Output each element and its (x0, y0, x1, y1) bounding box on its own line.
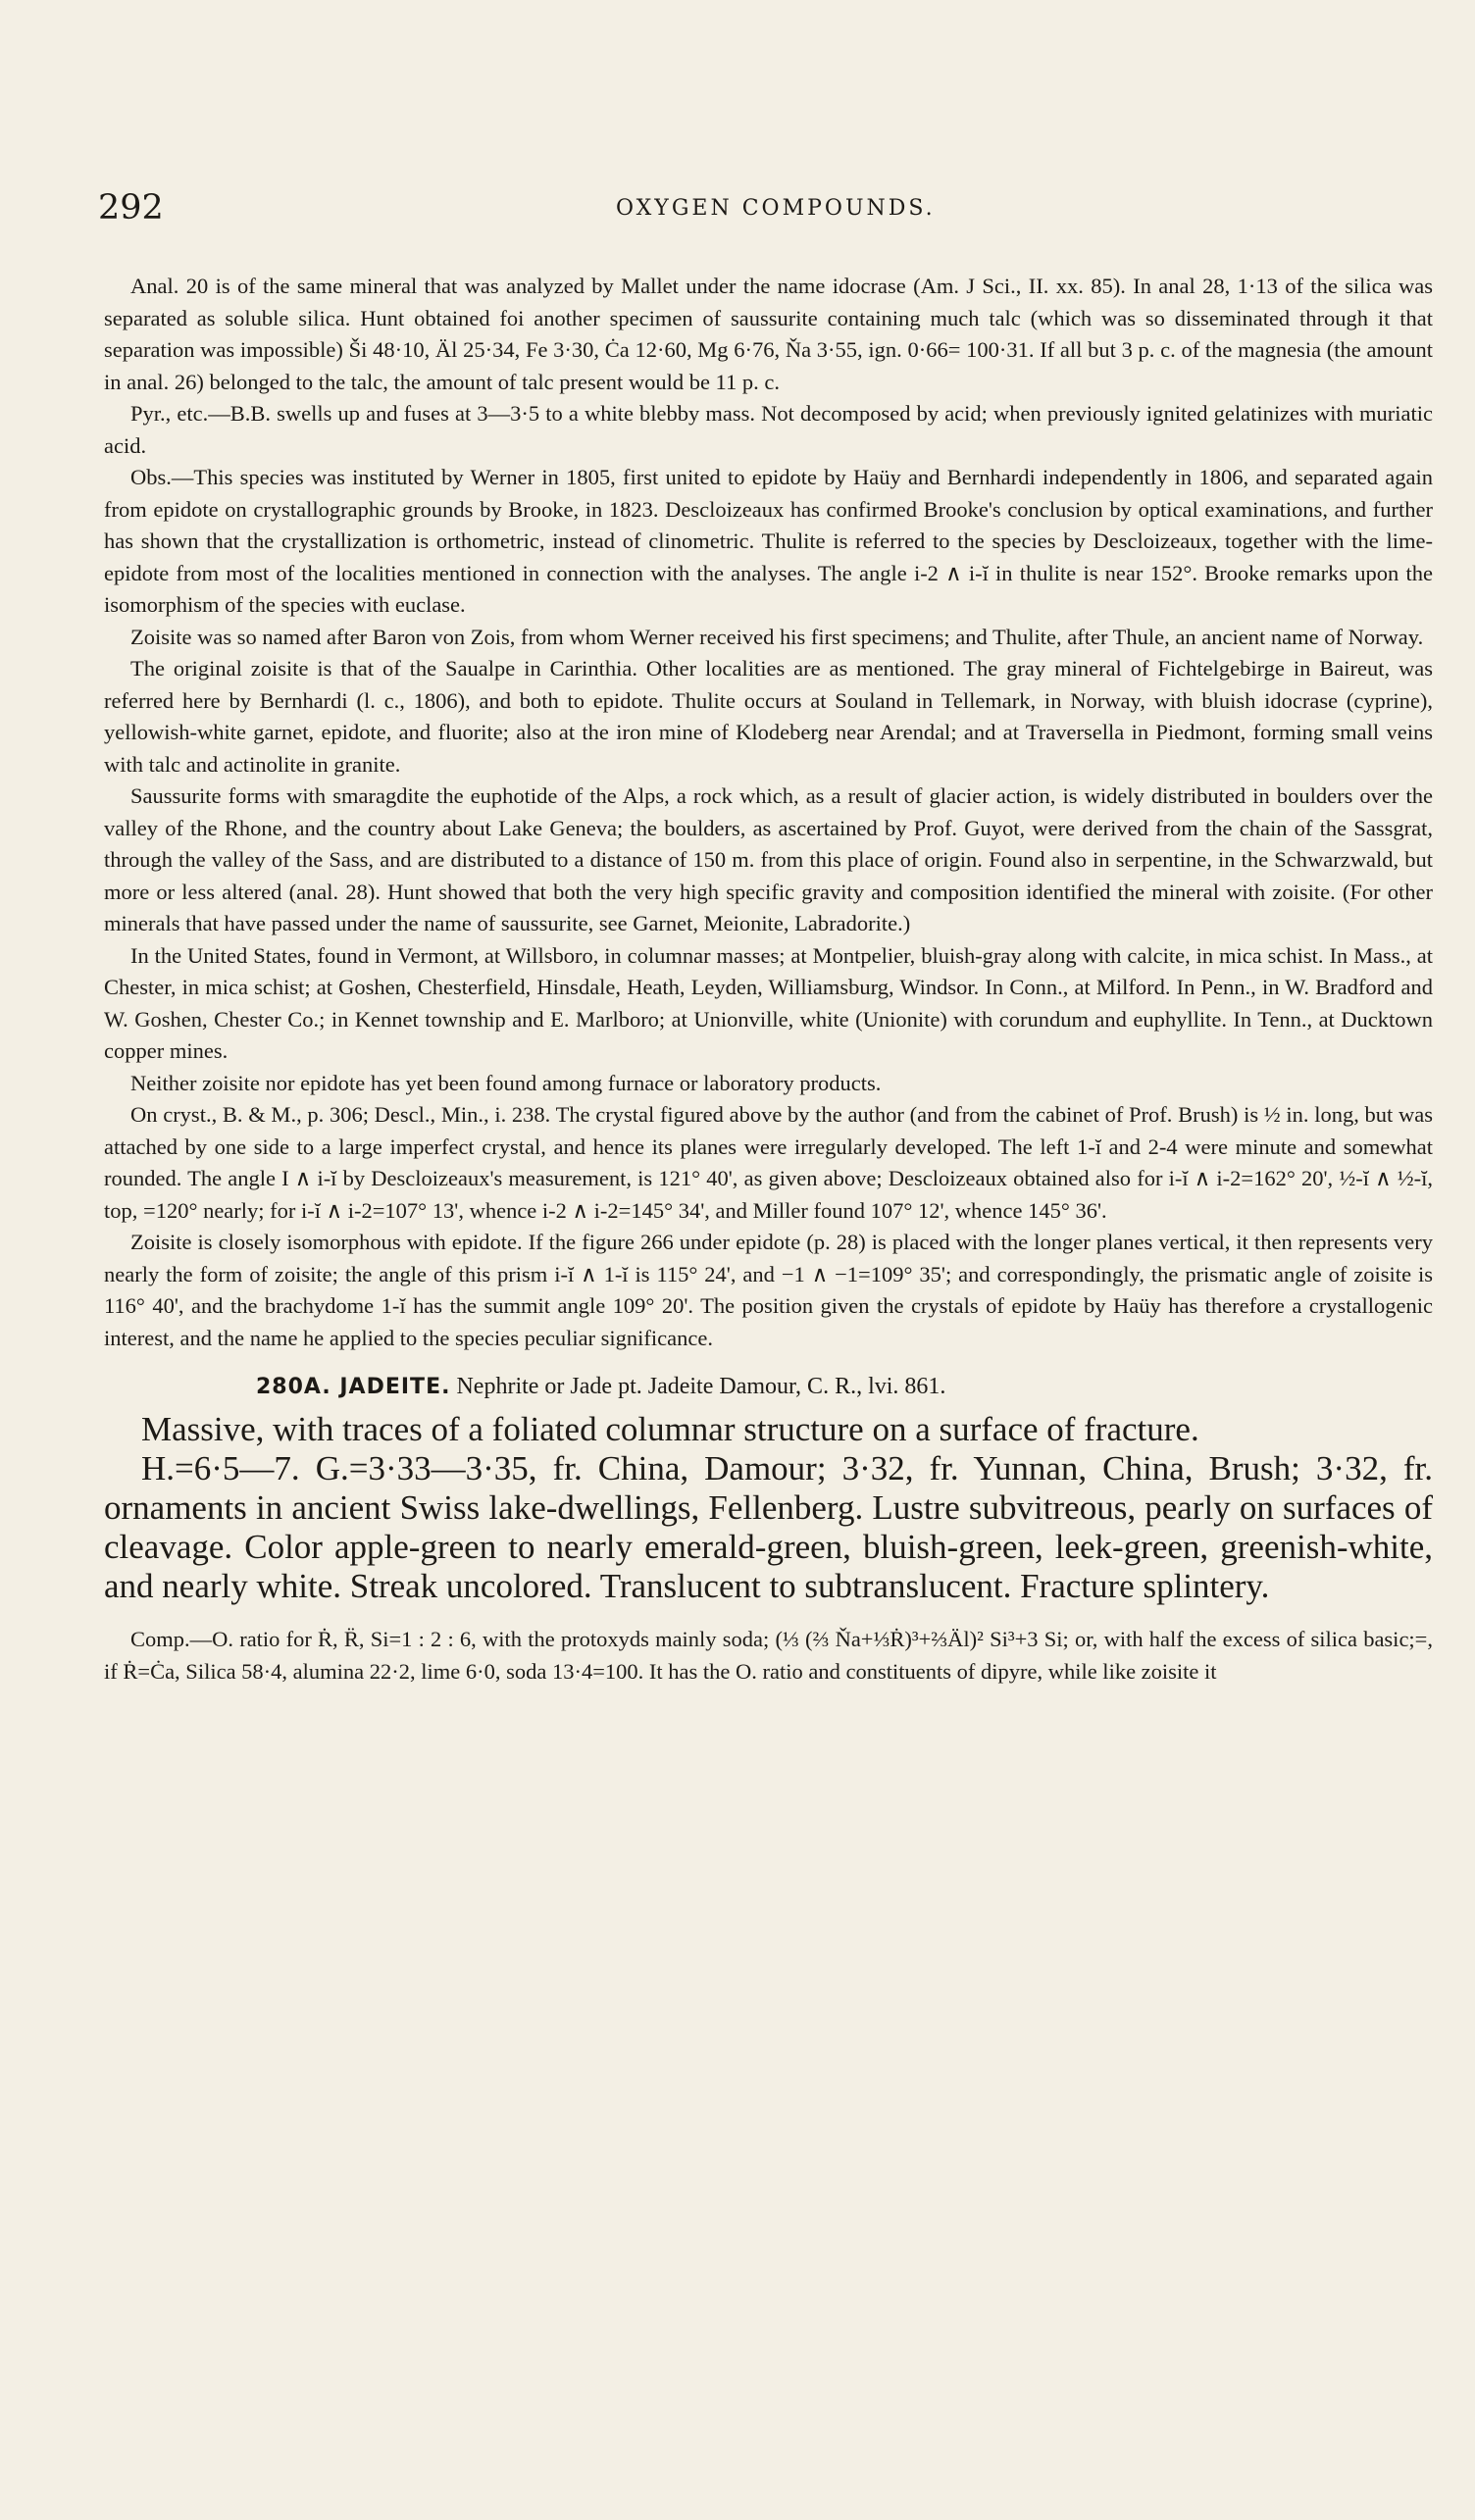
section-subtitle: Nephrite or Jade pt. Jadeite Damour, C. R., lvi. 861. (456, 1374, 946, 1399)
page-number: 292 (98, 188, 164, 227)
jadeite-description-properties: H.=6·5—7. G.=3·33—3·35, fr. China, Damour; 3·32, fr. Yunnan, China, Brush; 3·32, fr. ornaments in ancient Swiss lake-dwellings, Fellenberg. Lustre subvitreous, pearly on surfaces of cleavage. Color apple-green to nearly emerald-green, bluish-green, leek-green, greenish-white, and nearly white. Streak uncolored. Translucent to subtranslucent. Fracture splintery. (104, 1449, 1433, 1605)
paragraph-saussurite: Saussurite forms with smaragdite the euphotide of the Alps, a rock which, as a result of glacier action, is widely distributed in boulders over the valley of the Rhone, and the country about Lake Geneva; the boulders, as ascertained by Prof. Guyot, were derived from the chain of the Sassgrat, through the valley of the Sass, and are distributed to a distance of 150 m. from this place of origin. Found also in serpentine, in the Schwarzwald, but more or less altered (anal. 28). Hunt showed that both the very high specific gravity and composition identified the mineral with zoisite. (For other minerals that have passed under the name of saussurite, see Garnet, Meionite, Labradorite.) (104, 783, 1433, 935)
paragraph-united-states: In the United States, found in Vermont, at Willsboro, in columnar masses; at Montpelier, bluish-gray along with calcite, in mica schist. In Mass., at Chester, in mica schist; at Goshen, Chesterfield, Hinsdale, Heath, Leyden, Williamsburg, Windsor. In Conn., at Milford. In Penn., in W. Bradford and W. Goshen, Chester Co.; in Kennet township and E. Marlboro; at Unionville, white (Unionite) with corundum and euphyllite. In Tenn., at Ducktown copper mines. (104, 942, 1433, 1063)
paragraph-etymology: Zoisite was so named after Baron von Zois, from whom Werner received his first specimens; and Thulite, after Thule, an ancient name of Norway. (130, 624, 1424, 649)
paragraph-pyrognostics: Pyr., etc.—B.B. swells up and fuses at 3—3·5 to a white blebby mass. Not decomposed by acid; when previously ignited gelatinizes with muriatic acid. (104, 401, 1433, 458)
paragraph-crystallography: On cryst., B. & M., p. 306; Descl., Min., i. 238. The crystal figured above by the author (and from the cabinet of Prof. Brush) is ½ in. long, but was attached by one side to a large imperfect crystal, and hence its planes were irregularly developed. The left 1-ĭ and 2-4 were minute and somewhat rounded. The angle I ∧ i-ĭ by Descloizeaux's measurement, is 121° 40', as given above; Descloizeaux obtained also for i-ĭ ∧ i-2=162° 20', ½-ĭ ∧ ½-ĭ, top, =120° nearly; for i-ĭ ∧ i-2=107° 13', whence i-2 ∧ i-2=145° 34', and Miller found 107° 12', whence 145° 36'. (104, 1102, 1433, 1223)
jadeite-composition: Comp.—O. ratio for Ṙ, R̈, Si=1 : 2 : 6, with the protoxyds mainly soda; (⅓ (⅔ Ňa+⅓Ṙ)³+⅔Äl)² Si³+3 Si; or, with half the excess of silica basic;=, if Ṙ=Ċa, Silica 58·4, alumina 22·2, lime 6·0, soda 13·4=100. It has the O. ratio and constituents of dipyre, while like zoisite it (104, 1627, 1433, 1684)
section-jadeite (104, 1368, 1433, 1688)
paragraph-analysis: Anal. 20 is of the same mineral that was analyzed by Mallet under the name idocrase (Am. J Sci., II. xx. 85). In anal 28, 1·13 of the silica was separated as soluble silica. Hunt obtained foi another specimen of saussurite containing much talc (which was so disseminated through it that separation was impossible) Ši 48·10, Äl 25·34, Fe 3·30, Ċa 12·60, Mg 6·76, Ňa 3·55, ign. 0·66= 100·31. If all but 3 p. c. of the magnesia (the amount in anal. 26) belonged to the talc, the amount of talc present would be 11 p. c. (104, 274, 1433, 394)
section-title: 280A. JADEITE. (256, 1375, 451, 1399)
paragraph-isomorphism: Zoisite is closely isomorphous with epidote. If the figure 266 under epidote (p. 28) is placed with the longer planes vertical, it then represents very nearly the form of zoisite; the angle of this prism i-ĭ ∧ 1-ĭ is 115° 24', and −1 ∧ −1=109° 35'; and correspondingly, the prismatic angle of zoisite is 116° 40', and the brachydome 1-ĭ has the summit angle 109° 20'. The position given the crystals of epidote by Haüy has therefore a crystallogenic interest, and the name he applied to the species peculiar significance. (104, 1230, 1433, 1350)
paragraph-observations: Obs.—This species was instituted by Werner in 1805, first united to epidote by Haüy and Bernhardi independently in 1806, and separated again from epidote on crystallographic grounds by Brooke, in 1823. Descloizeaux has confirmed Brooke's conclusion by optical examinations, and further has shown that the crystallization is orthometric, instead of clinometric. Thulite is referred to the species by Descloizeaux, together with the lime-epidote from most of the localities mentioned in connection with the analyses. The angle i-2 ∧ i-ĭ in thulite is near 152°. Brooke remarks upon the isomorphism of the species with euclase. (104, 465, 1433, 617)
body-text (104, 271, 1433, 1688)
paragraph-localities: The original zoisite is that of the Saualpe in Carinthia. Other localities are as mentioned. The gray mineral of Fichtelgebirge in Baireut, was referred here by Bernhardi (l. c., 1806), and both to epidote. Thulite occurs at Souland in Tellemark, in Norway, with bluish idocrase (cyprine), yellowish-white garnet, epidote, and fluorite; also at the iron mine of Klodeberg near Arendal; and at Traversella in Piedmont, forming small veins with talc and actinolite in granite. (104, 656, 1433, 777)
section-heading (104, 1368, 1433, 1406)
jadeite-description-structure: Massive, with traces of a foliated columnar structure on a surface of fracture. (141, 1410, 1199, 1448)
paragraph-artificial: Neither zoisite nor epidote has yet been found among furnace or laboratory products. (130, 1070, 882, 1095)
page-header (98, 188, 1471, 237)
running-title: OXYGEN COMPOUNDS. (616, 196, 936, 221)
